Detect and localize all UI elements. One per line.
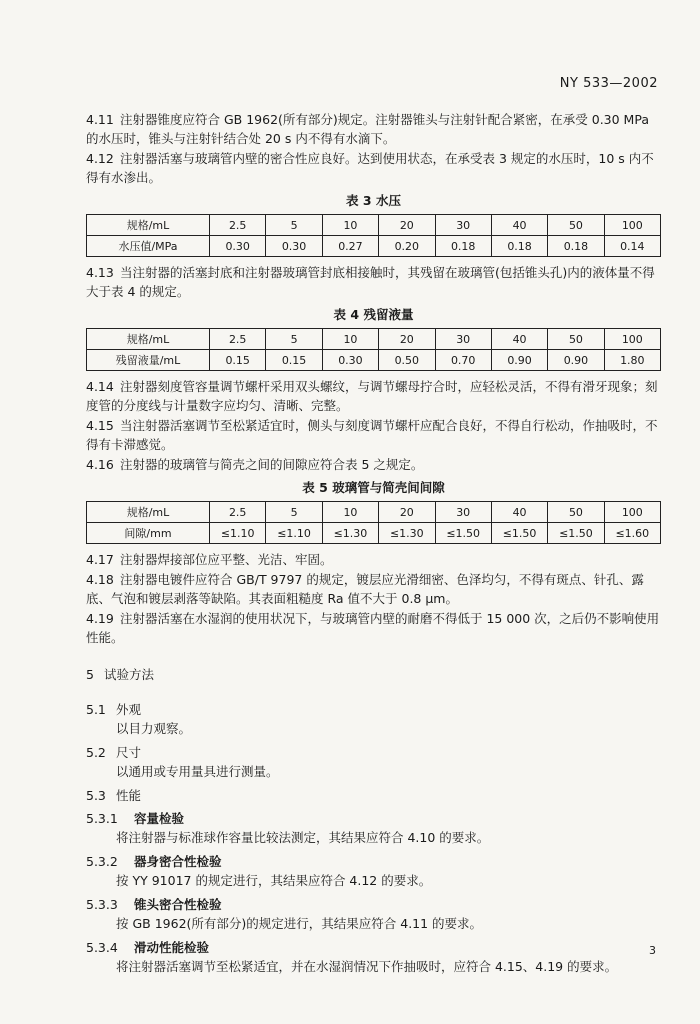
clause-number: 4.12 xyxy=(86,151,114,166)
table-cell: ≤1.10 xyxy=(210,523,266,544)
table-row xyxy=(87,329,661,350)
table-cell: 0.18 xyxy=(491,236,547,257)
clause-text: 注射器锥度应符合 GB 1962(所有部分)规定。注射器锥头与注射针配合紧密，在承受 0.30 MPa 的水压时，锥头与注射针结合处 20 s 内不得有水滴下。 xyxy=(86,112,649,146)
table-cell: ≤1.50 xyxy=(435,523,491,544)
clause-4-17 xyxy=(86,550,661,569)
table-cell: 0.90 xyxy=(491,350,547,371)
clause-text: 注射器活塞在水湿润的使用状况下，与玻璃管内壁的耐磨不得低于 15 000 次，之后仍不影响使用性能。 xyxy=(86,611,660,645)
table-row xyxy=(87,236,661,257)
section-number: 5.3 xyxy=(86,788,106,803)
clause-4-15 xyxy=(86,416,661,454)
section-number: 5.2 xyxy=(86,745,106,760)
table-cell: 10 xyxy=(322,215,378,236)
table-header-cell: 规格/mL xyxy=(87,329,210,350)
table-cell: 0.18 xyxy=(435,236,491,257)
table-5-caption: 表 5 玻璃管与简壳间间隙 xyxy=(302,480,445,495)
table-header-cell: 间隙/mm xyxy=(87,523,210,544)
section-title: 滑动性能检验 xyxy=(134,940,210,955)
table-cell: 100 xyxy=(604,329,660,350)
table-cell: 2.5 xyxy=(210,329,266,350)
table-cell: 0.27 xyxy=(322,236,378,257)
table-cell: 20 xyxy=(379,215,435,236)
clause-number: 4.19 xyxy=(86,611,114,626)
section-5-3-3-body: 按 GB 1962(所有部分)的规定进行，其结果应符合 4.11 的要求。 xyxy=(116,916,483,931)
section-5-2-body: 以通用或专用量具进行测量。 xyxy=(116,764,279,779)
section-5-3-3-heading xyxy=(86,895,661,914)
clause-4-13 xyxy=(86,263,661,301)
table-cell: 0.50 xyxy=(379,350,435,371)
table-header-cell: 残留液量/mL xyxy=(87,350,210,371)
table-cell: 2.5 xyxy=(210,215,266,236)
table-header-cell: 水压值/MPa xyxy=(87,236,210,257)
table-row xyxy=(87,502,661,523)
table-row xyxy=(87,523,661,544)
table-cell: 50 xyxy=(548,215,604,236)
table-header-cell: 规格/mL xyxy=(87,502,210,523)
section-5-3-heading xyxy=(86,786,661,805)
table-cell: 10 xyxy=(322,502,378,523)
clause-text: 注射器的玻璃管与简壳之间的间隙应符合表 5 之规定。 xyxy=(120,457,424,472)
clause-number: 4.15 xyxy=(86,418,114,433)
standard-number: NY 533—2002 xyxy=(559,76,658,91)
clause-number: 4.14 xyxy=(86,379,114,394)
clause-4-11 xyxy=(86,110,661,148)
table-cell: 2.5 xyxy=(210,502,266,523)
table-cell: 30 xyxy=(435,329,491,350)
table-3-caption: 表 3 水压 xyxy=(346,193,401,208)
table-cell: ≤1.10 xyxy=(266,523,322,544)
table-4-residual-volume xyxy=(86,328,661,371)
table-cell: 5 xyxy=(266,502,322,523)
section-title: 器身密合性检验 xyxy=(134,854,222,869)
section-number: 5.3.2 xyxy=(86,854,118,869)
section-title: 尺寸 xyxy=(116,745,142,760)
table-3-water-pressure xyxy=(86,214,661,257)
section-5-2-heading xyxy=(86,743,661,762)
section-5-1-body: 以目力观察。 xyxy=(116,721,192,736)
clause-4-19 xyxy=(86,609,661,647)
table-cell: 0.15 xyxy=(210,350,266,371)
section-number: 5.3.3 xyxy=(86,897,118,912)
table-cell: 100 xyxy=(604,502,660,523)
section-number: 5.3.1 xyxy=(86,811,118,826)
table-cell: 0.90 xyxy=(548,350,604,371)
table-cell: 0.18 xyxy=(548,236,604,257)
table-cell: 1.80 xyxy=(604,350,660,371)
clause-text: 注射器活塞与玻璃管内壁的密合性应良好。达到使用状态，在承受表 3 规定的水压时，10 s 内不得有水渗出。 xyxy=(86,151,654,185)
section-5-3-2-heading xyxy=(86,852,661,871)
section-title: 外观 xyxy=(116,702,142,717)
table-cell: 0.30 xyxy=(210,236,266,257)
table-cell: 40 xyxy=(491,215,547,236)
clause-number: 4.18 xyxy=(86,572,114,587)
table-cell: 30 xyxy=(435,502,491,523)
clause-text: 注射器刻度管容量调节螺杆采用双头螺纹，与调节螺母拧合时，应轻松灵活，不得有滑牙现象；刻度管的分度线与计量数字应均匀、清晰、完整。 xyxy=(86,379,658,413)
section-number: 5.3.4 xyxy=(86,940,118,955)
table-cell: 0.30 xyxy=(322,350,378,371)
table-cell: 30 xyxy=(435,215,491,236)
table-cell: 40 xyxy=(491,502,547,523)
table-cell: ≤1.30 xyxy=(322,523,378,544)
clause-4-16 xyxy=(86,455,661,474)
section-5-3-1-body: 将注射器与标准球作容量比较法测定，其结果应符合 4.10 的要求。 xyxy=(116,830,490,845)
table-cell: 20 xyxy=(379,329,435,350)
table-4-caption: 表 4 残留液量 xyxy=(333,307,414,322)
section-title: 性能 xyxy=(116,788,142,803)
clause-4-14 xyxy=(86,377,661,415)
page-number: 3 xyxy=(649,944,656,957)
table-cell: 40 xyxy=(491,329,547,350)
clause-4-18 xyxy=(86,570,661,608)
clause-4-12 xyxy=(86,149,661,187)
clause-number: 4.11 xyxy=(86,112,114,127)
page-content xyxy=(86,110,661,977)
table-cell: 50 xyxy=(548,502,604,523)
table-cell: 0.14 xyxy=(604,236,660,257)
table-cell: 0.20 xyxy=(379,236,435,257)
table-header-cell: 规格/mL xyxy=(87,215,210,236)
table-cell: 10 xyxy=(322,329,378,350)
table-cell: 0.70 xyxy=(435,350,491,371)
table-cell: ≤1.60 xyxy=(604,523,660,544)
table-5-gap xyxy=(86,501,661,544)
section-title: 容量检验 xyxy=(134,811,185,826)
table-cell: 100 xyxy=(604,215,660,236)
table-row xyxy=(87,215,661,236)
section-5-3-4-heading xyxy=(86,938,661,957)
table-cell: 0.30 xyxy=(266,236,322,257)
table-cell: 20 xyxy=(379,502,435,523)
clause-text: 注射器焊接部位应平整、光洁、牢固。 xyxy=(120,552,333,567)
clause-number: 4.13 xyxy=(86,265,114,280)
section-5-3-4-body: 将注射器活塞调节至松紧适宜，并在水湿润情况下作抽吸时，应符合 4.15、4.19 的要求。 xyxy=(116,959,618,974)
section-5-heading xyxy=(86,665,661,684)
clause-text: 注射器电镀件应符合 GB/T 9797 的规定，镀层应光滑细密、色泽均匀，不得有斑点、针孔、露底、气泡和镀层剥落等缺陷。其表面粗糙度 Ra 值不大于 0.8 μm。 xyxy=(86,572,644,606)
table-cell: 5 xyxy=(266,215,322,236)
table-cell: 5 xyxy=(266,329,322,350)
table-row xyxy=(87,350,661,371)
section-5-1-heading xyxy=(86,700,661,719)
clause-text: 当注射器活塞调节至松紧适宜时，侧头与刻度调节螺杆应配合良好，不得自行松动，作抽吸时，不得有卡滞感觉。 xyxy=(86,418,658,452)
clause-number: 4.16 xyxy=(86,457,114,472)
clause-text: 当注射器的活塞封底和注射器玻璃管封底相接触时，其残留在玻璃管(包括锥头孔)内的液体量不得大于表 4 的规定。 xyxy=(86,265,655,299)
section-number: 5 xyxy=(86,667,94,682)
table-cell: 0.15 xyxy=(266,350,322,371)
table-cell: ≤1.50 xyxy=(491,523,547,544)
section-5-3-1-heading xyxy=(86,809,661,828)
section-5-3-2-body: 按 YY 91017 的规定进行，其结果应符合 4.12 的要求。 xyxy=(116,873,432,888)
table-cell: ≤1.30 xyxy=(379,523,435,544)
section-title: 锥头密合性检验 xyxy=(134,897,222,912)
section-title: 试验方法 xyxy=(104,667,155,682)
table-cell: ≤1.50 xyxy=(548,523,604,544)
table-cell: 50 xyxy=(548,329,604,350)
clause-number: 4.17 xyxy=(86,552,114,567)
section-number: 5.1 xyxy=(86,702,106,717)
